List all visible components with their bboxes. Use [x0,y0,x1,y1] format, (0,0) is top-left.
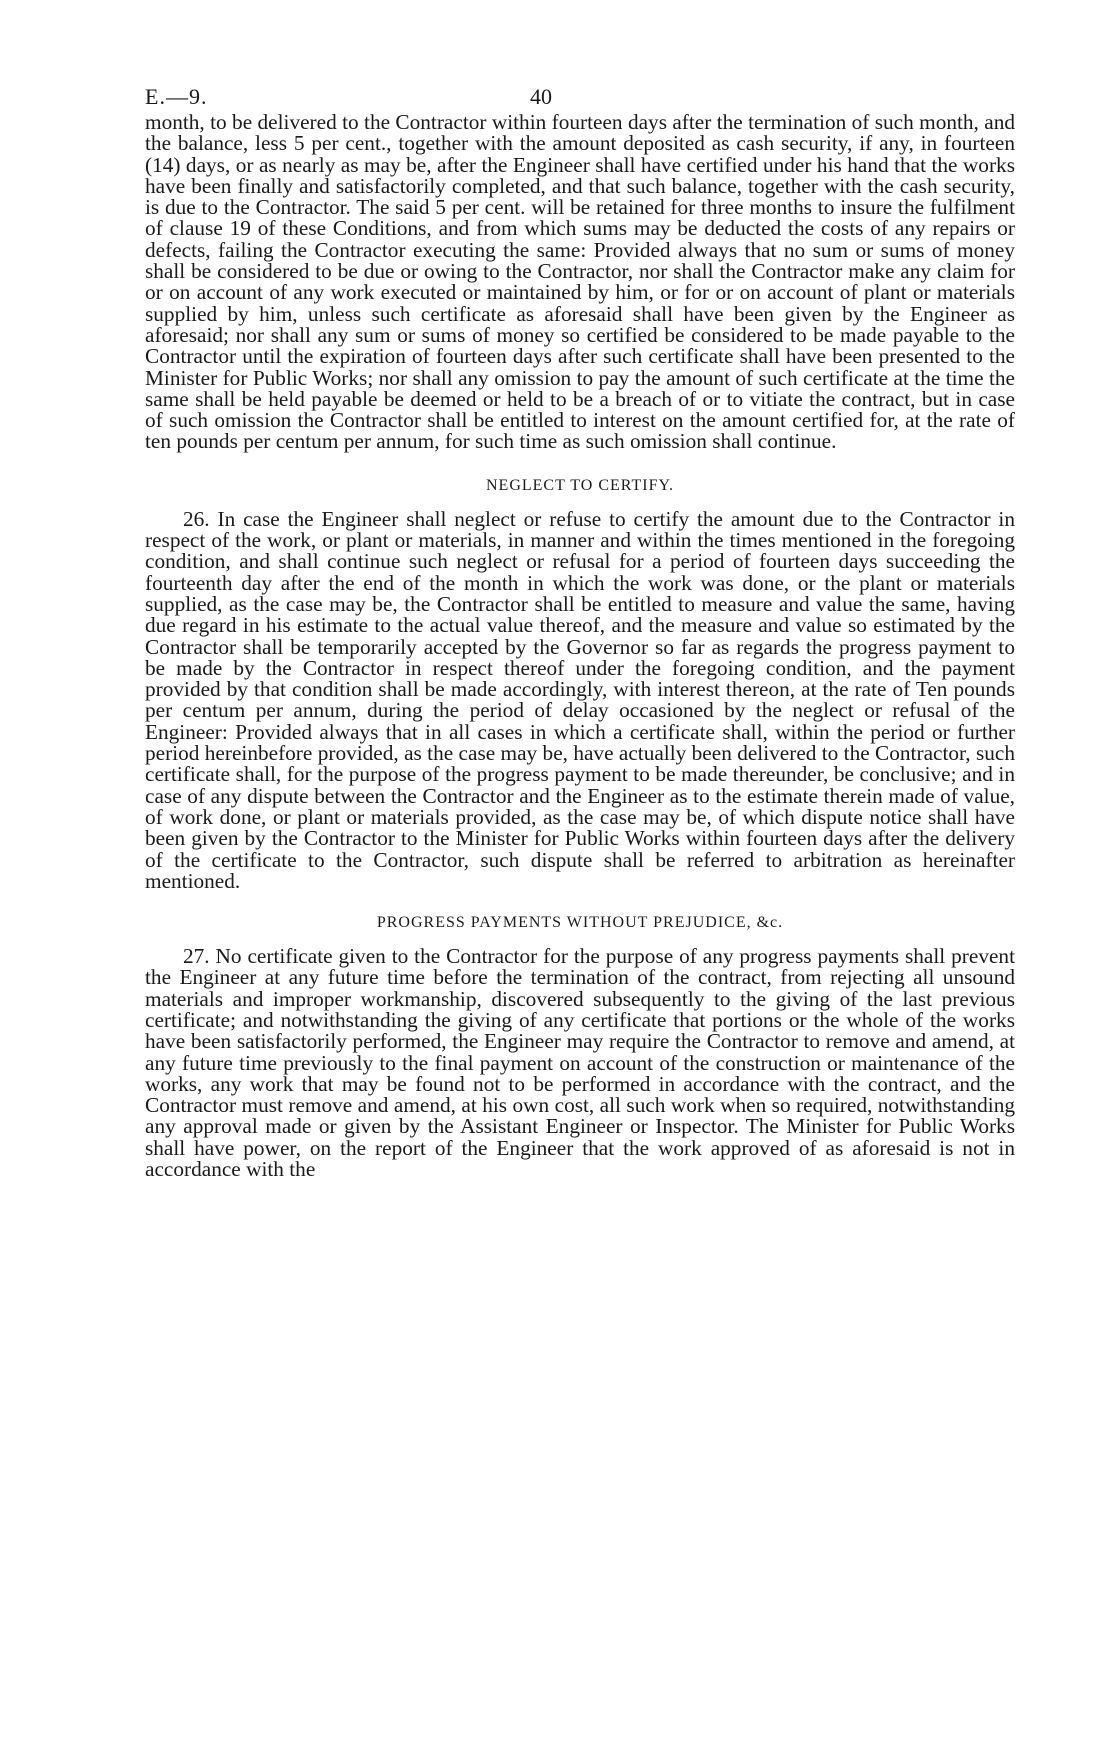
heading-progress-payments: PROGRESS PAYMENTS WITHOUT PREJUDICE, &c. [376,914,784,932]
page-number: 40 [530,84,552,109]
page [145,78,1015,1180]
heading-neglect-to-certify: NEGLECT TO CERTIFY. [486,476,674,494]
clause-26: 26. In case the Engineer shall neglect or refuse to certify the amount due to the Contractor in respect of the work, or plant or materials, in manner and within the times mentioned in the foregoing condition, and shall continue such neglect or refusal for a period of fourteen days succeeding the fourteenth day after the end of the month in which the work was done, or the plant or materials supplied, as the case may be, the Contractor shall be entitled to measure and value the same, having due regard in his estimate to the actual value thereof, and the measure and value so estimated by the Contractor shall be temporarily accepted by the Governor so far as regards the progress payment to be made by the Contractor in respect thereof under the foregoing condition, and the payment provided by that condition shall be made accordingly, with interest thereon, at the rate of Ten pounds per centum per annum, during the period of delay occasioned by the neglect or refusal of the Engineer: Provided always that in all cases in which a certificate shall, within the period or further period hereinbefore provided, as the case may be, have actually been delivered to the Contractor, such certificate shall, for the purpose of the progress payment to be made thereunder, be conclusive; and in case of any dispute between the Contractor and the Engineer as to the estimate therein made of value, of work done, or plant or materials provided, as the case may be, of which dispute notice shall have been given by the Contractor to the Minister for Public Works within fourteen days after the delivery of the certificate to the Contractor, such dispute shall be referred to arbitration as hereinafter mentioned. [145,506,1015,893]
clause-27: 27. No certificate given to the Contractor for the purpose of any progress payments shall prevent the Engineer at any future time before the termination of the contract, from rejecting all unsound materials and improper workmanship, discovered subsequently to the giving of the last previous certificate; and notwithstanding the giving of any certificate that portions or the whole of the works have been satisfactorily performed, the Engineer may require the Contractor to remove and amend, at any future time previously to the final payment on account of the construction or maintenance of the works, any work that may be found not to be performed in accordance with the contract, and the Contractor must remove and amend, at his own cost, all such work when so required, notwithstanding any approval made or given by the Assistant Engineer or Inspector. The Minister for Public Works shall have power, on the report of the Engineer that the work approved of as aforesaid is not in accordance with the [145,944,1015,1182]
clause-25-continued: month, to be delivered to the Contractor within fourteen days after the termination of such month, and the balance, less 5 per cent., together with the amount deposited as cash security, if any, in fourteen (14) days, or as nearly as may be, after the Engineer shall have certified under his hand that the works have been finally and satisfactorily completed, and that such balance, together with the cash security, is due to the Contractor. The said 5 per cent. will be retained for three months to insure the fulfilment of clause 19 of these Conditions, and from which sums may be deducted the costs of any repairs or defects, failing the Contractor executing the same: Provided always that no sum or sums of money shall be considered to be due or owing to the Contractor, nor shall the Contractor make any claim for or on account of any work executed or maintained by him, or for or on account of plant or materials supplied by him, unless such certificate as aforesaid shall have been given by the Engineer as aforesaid; nor shall any sum or sums of money so certified be considered to be made payable to the Contractor until the expiration of fourteen days after such certificate shall have been presented to the Minister for Public Works; nor shall any omission to pay the amount of such certificate at the time the same shall be held payable be deemed or held to be a breach of or to vitiate the contract, but in case of such omission the Contractor shall be entitled to interest on the amount certified for, at the rate of ten pounds per centum per annum, for such time as such omission shall continue. [145,110,1015,454]
document-code: E.—9. [145,84,208,109]
page-header [145,78,1015,112]
